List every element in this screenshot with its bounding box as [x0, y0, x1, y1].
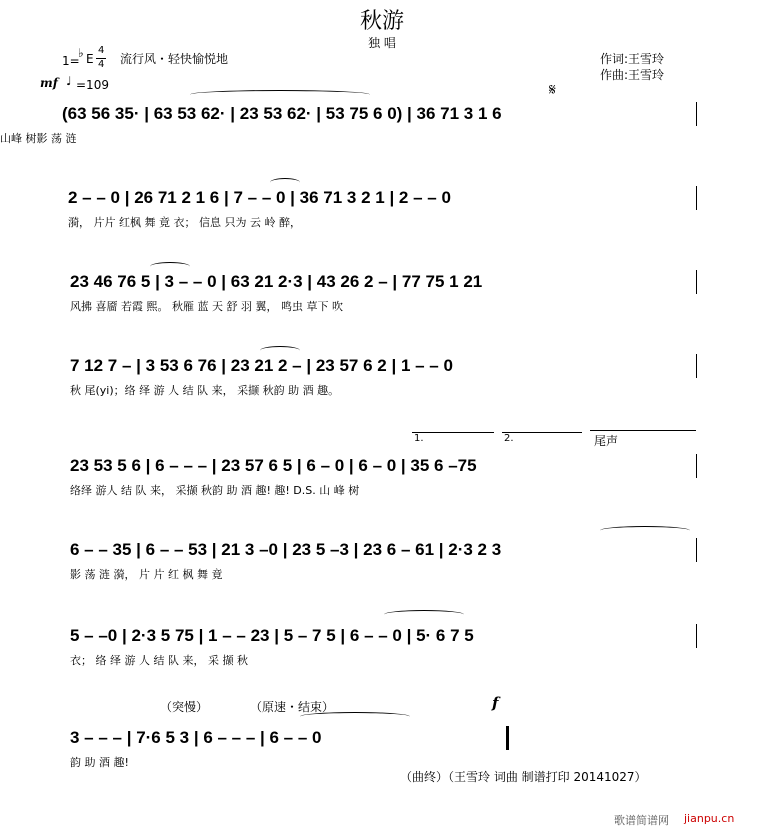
barline: [696, 186, 697, 210]
coda-label: 尾声: [594, 434, 619, 448]
lyrics-line: 山峰 树影 荡 涟: [0, 132, 77, 145]
lyrics-line: 风拂 喜靥 若霞 熙。 秋雁 蓝 天 舒 羽 翼， 鸣虫 草下 吹: [70, 300, 343, 313]
slur: [150, 262, 190, 271]
notes-line: 5 – –0 | 2·3 5 75 | 1 – – 23 | 5 – 7 5 | 6 – – 0 | 5· 6 7 5: [70, 626, 474, 645]
lyrics-line: 漪， 片片 红枫 舞 竟 衣； 信息 只为 云 岭 醉，: [68, 216, 301, 229]
site-name: 歌谱简谱网: [614, 814, 669, 827]
lyrics-line: 络绎 游人 结 队 来， 采撷 秋韵 助 酒 趣! 趣! D.S. 山 峰 树: [70, 484, 360, 497]
barline: [696, 270, 697, 294]
flat-icon: ♭: [78, 46, 84, 60]
lyrics-line: 韵 助 酒 趣!: [70, 756, 129, 769]
barline: [696, 538, 697, 562]
lyrics-line: 秋 尾(yi)；络 绎 游 人 结 队 来， 采撷 秋韵 助 酒 趣。: [70, 384, 340, 397]
segno-icon: 𝄋: [549, 80, 556, 99]
site-url: jianpu.cn: [684, 812, 735, 825]
notes-line: 2 – – 0 | 26 71 2 1 6 | 7 – – 0 | 36 71 3 2 1 | 2 – – 0: [68, 188, 451, 207]
composer: 作曲:王雪玲: [600, 68, 665, 82]
time-top: 4: [98, 45, 105, 56]
volta-2-label: 2.: [504, 433, 514, 444]
barline: [696, 354, 697, 378]
style-text: 流行风・轻快愉悦地: [120, 52, 229, 66]
notes-line: 6 – – 35 | 6 – – 53 | 21 3 –0 | 23 5 –3 | 23 6 – 61 | 2·3 2 3: [70, 540, 502, 559]
lyrics-line: 衣； 络 绎 游 人 结 队 来， 采 撷 秋: [70, 654, 248, 667]
notes-line: 3 – – – | 7·6 5 3 | 6 – – – | 6 – – 0: [70, 728, 322, 747]
notes-line: (63 56 35· | 63 53 62· | 23 53 62· | 53 75 6 0) | 36 71 3 1 6: [62, 104, 502, 123]
notes-line: 7 12 7 – | 3 53 6 76 | 23 21 2 – | 23 57 6 2 | 1 – – 0: [70, 356, 453, 375]
tempo-value: =109: [76, 78, 109, 92]
barline: [696, 624, 697, 648]
forte-mark: f: [492, 694, 499, 712]
barline: [696, 102, 697, 126]
lyricist: 作词:王雪玲: [600, 52, 665, 66]
performance-type: 独 唱: [368, 36, 396, 50]
slur: [190, 90, 370, 99]
notes-line: 23 46 76 5 | 3 – – 0 | 63 21 2·3 | 43 26 2 – | 77 75 1 21: [70, 272, 483, 291]
slur: [384, 610, 464, 619]
slur: [600, 526, 690, 535]
tempo-change-slow: （突慢）: [160, 700, 209, 714]
slur: [260, 346, 300, 355]
slur: [300, 712, 410, 721]
key-letter: E: [86, 52, 94, 66]
volta-1-label: 1.: [414, 433, 424, 444]
coda-bracket: [590, 430, 696, 431]
notes-line: 23 53 5 6 | 6 – – – | 23 57 6 5 | 6 – 0 | 6 – 0 | 35 6 –75: [70, 456, 477, 475]
end-note: （曲终）（王雪玲 词曲 制谱打印 20141027）: [400, 770, 647, 784]
slur: [270, 178, 300, 187]
dynamic-mark: mf: [40, 76, 58, 90]
final-barline: [506, 726, 509, 750]
tempo-change-original: （原速・结束）: [250, 700, 335, 714]
quarter-note-icon: ♩: [66, 74, 72, 88]
time-bottom: 4: [98, 59, 105, 70]
lyrics-line: 影 荡 涟 漪， 片 片 红 枫 舞 竟: [70, 568, 223, 581]
key-prefix: 1=: [62, 54, 80, 68]
barline: [696, 454, 697, 478]
volta-bracket-2: [502, 432, 582, 433]
volta-bracket-1: [412, 432, 494, 433]
song-title: 秋游: [359, 9, 404, 34]
